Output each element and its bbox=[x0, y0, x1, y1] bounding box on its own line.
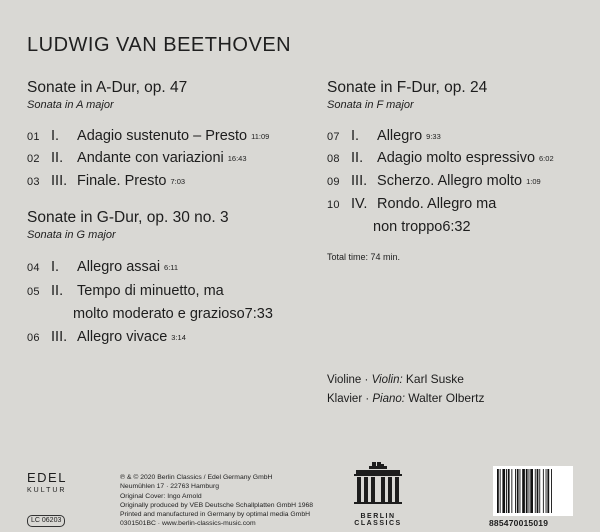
track-number: 01 bbox=[27, 131, 40, 143]
track-title: Andante con variazioni bbox=[77, 150, 224, 166]
track-row bbox=[27, 173, 185, 189]
track-number: 03 bbox=[27, 176, 40, 188]
edel-kultur-logo bbox=[27, 472, 67, 496]
performer-name: Walter Olbertz bbox=[408, 391, 485, 405]
track-duration: 9:33 bbox=[426, 132, 441, 141]
barcode-bar bbox=[506, 469, 507, 513]
track-number: 04 bbox=[27, 262, 40, 274]
performer-violin: Violine · Violin: Karl Suske bbox=[327, 372, 464, 386]
track-title: Finale. Presto bbox=[77, 173, 167, 189]
track-title: Allegro bbox=[377, 128, 423, 144]
track-title: Allegro vivace bbox=[77, 329, 168, 345]
composer-heading: LUDWIG VAN BEETHOVEN bbox=[27, 34, 292, 56]
movement-number: III. bbox=[351, 173, 368, 189]
track-title: Adagio sustenuto – Presto bbox=[77, 128, 248, 144]
barcode-bar bbox=[526, 469, 528, 513]
track-title: Adagio molto espressivo bbox=[377, 150, 536, 166]
sonata-f-subtitle: Sonata in F major bbox=[327, 99, 414, 111]
track-row bbox=[327, 150, 554, 166]
track-row bbox=[327, 128, 441, 144]
barcode-bar bbox=[500, 469, 501, 513]
track-duration: 16:43 bbox=[227, 154, 247, 163]
credit-line: Original Cover: Ingo Arnold bbox=[120, 492, 202, 500]
performer-name: Karl Suske bbox=[405, 372, 464, 386]
movement-number: II. bbox=[51, 150, 64, 166]
sonata-a-subtitle: Sonata in A major bbox=[27, 99, 114, 111]
track-title: Scherzo. Allegro molto bbox=[377, 173, 523, 189]
barcode-bar bbox=[529, 469, 530, 513]
barcode-bar bbox=[551, 469, 552, 513]
track-row bbox=[27, 329, 186, 345]
track-row bbox=[27, 150, 247, 166]
catalog-number: 0301501BC · www.berlin-classics-music.com bbox=[120, 520, 256, 527]
sonata-g-title: Sonate in G-Dur, op. 30 no. 3 bbox=[27, 209, 229, 226]
brandenburg-gate-icon bbox=[352, 462, 404, 504]
track-number: 02 bbox=[27, 153, 40, 165]
credit-line: Originally produced by VEB Deutsche Schallplatten GmbH 1968 bbox=[120, 501, 314, 509]
barcode-bar bbox=[515, 469, 516, 513]
credit-line: Printed and manufactured in Germany by optimal media GmbH bbox=[120, 511, 311, 519]
kultur-logo-text: KULTUR bbox=[27, 487, 67, 494]
barcode-bar bbox=[547, 469, 549, 513]
track-duration: 6:02 bbox=[539, 154, 554, 163]
movement-number: I. bbox=[351, 128, 360, 144]
barcode-bar bbox=[517, 469, 519, 513]
sonata-g-subtitle: Sonata in G major bbox=[27, 229, 116, 241]
barcode-bar bbox=[522, 469, 525, 513]
movement-number: I. bbox=[51, 128, 60, 144]
sonata-f-title: Sonate in F-Dur, op. 24 bbox=[327, 79, 488, 96]
track-title: Rondo. Allegro ma bbox=[377, 196, 497, 212]
performer-piano: Klavier · Piano: Walter Olbertz bbox=[327, 391, 485, 405]
classics-logo-text: CLASSICS bbox=[354, 520, 402, 527]
credits-block bbox=[120, 473, 313, 519]
performer-instrument-english: Violin: bbox=[371, 374, 403, 386]
track-duration: 6:11 bbox=[164, 263, 179, 272]
barcode-bar bbox=[535, 469, 536, 513]
barcode bbox=[493, 466, 573, 516]
track-title-line2: non troppo bbox=[373, 219, 443, 235]
track-number: 05 bbox=[27, 286, 40, 298]
barcode-bar bbox=[502, 469, 505, 513]
track-row bbox=[327, 196, 496, 212]
barcode-bar bbox=[497, 469, 499, 513]
barcode-bar bbox=[537, 469, 539, 513]
edel-logo-text: EDEL bbox=[27, 470, 67, 485]
credit-line: Neumühlen 17 · 22763 Hamburg bbox=[120, 483, 219, 491]
movement-number: III. bbox=[51, 329, 68, 345]
barcode-bar bbox=[511, 469, 512, 513]
track-number: 08 bbox=[327, 153, 340, 165]
track-title: Tempo di minuetto, ma bbox=[77, 283, 224, 299]
movement-number: IV. bbox=[351, 196, 368, 212]
track-row bbox=[27, 283, 224, 299]
berlin-classics-logo bbox=[352, 462, 404, 527]
movement-number: II. bbox=[51, 283, 64, 299]
barcode-bar bbox=[530, 469, 533, 513]
barcode-bar bbox=[546, 469, 547, 513]
track-row bbox=[327, 173, 541, 189]
track-row bbox=[27, 128, 269, 144]
track-number: 09 bbox=[327, 176, 340, 188]
label-code-badge: LC 06203 bbox=[27, 515, 65, 527]
track-duration: 1:09 bbox=[526, 177, 541, 186]
track-duration: 11:09 bbox=[251, 132, 270, 141]
barcode-bar bbox=[508, 469, 510, 513]
track-number: 06 bbox=[27, 332, 40, 344]
track-number: 07 bbox=[327, 131, 340, 143]
track-duration: 7:33 bbox=[244, 306, 273, 322]
movement-number: III. bbox=[51, 173, 68, 189]
track-duration: 3:14 bbox=[171, 333, 186, 342]
track-duration: 6:32 bbox=[442, 219, 471, 235]
sonata-a-title: Sonate in A-Dur, op. 47 bbox=[27, 79, 188, 96]
barcode-number: 885470015019 bbox=[489, 518, 549, 528]
track-row bbox=[27, 259, 178, 275]
berlin-logo-text: BERLIN bbox=[360, 513, 396, 520]
performer-instrument: Violine bbox=[327, 374, 362, 386]
barcode-bar bbox=[520, 469, 521, 513]
performer-instrument-english: Piano: bbox=[372, 393, 405, 405]
movement-number: I. bbox=[51, 259, 60, 275]
credit-line: ℗ & © 2020 Berlin Classics / Edel Germany GmbH bbox=[120, 474, 273, 481]
track-title-continued bbox=[73, 306, 273, 322]
barcode-bars bbox=[493, 466, 573, 516]
barcode-bar bbox=[539, 469, 540, 513]
barcode-bar bbox=[543, 469, 544, 513]
performer-instrument: Klavier bbox=[327, 393, 363, 405]
track-duration: 7:03 bbox=[170, 177, 186, 186]
track-number: 10 bbox=[327, 199, 340, 211]
track-title: Allegro assai bbox=[77, 259, 161, 275]
total-time: Total time: 74 min. bbox=[327, 252, 401, 262]
movement-number: II. bbox=[351, 150, 364, 166]
track-title-continued bbox=[373, 219, 471, 235]
track-title-line2: molto moderato e grazioso bbox=[73, 306, 245, 322]
